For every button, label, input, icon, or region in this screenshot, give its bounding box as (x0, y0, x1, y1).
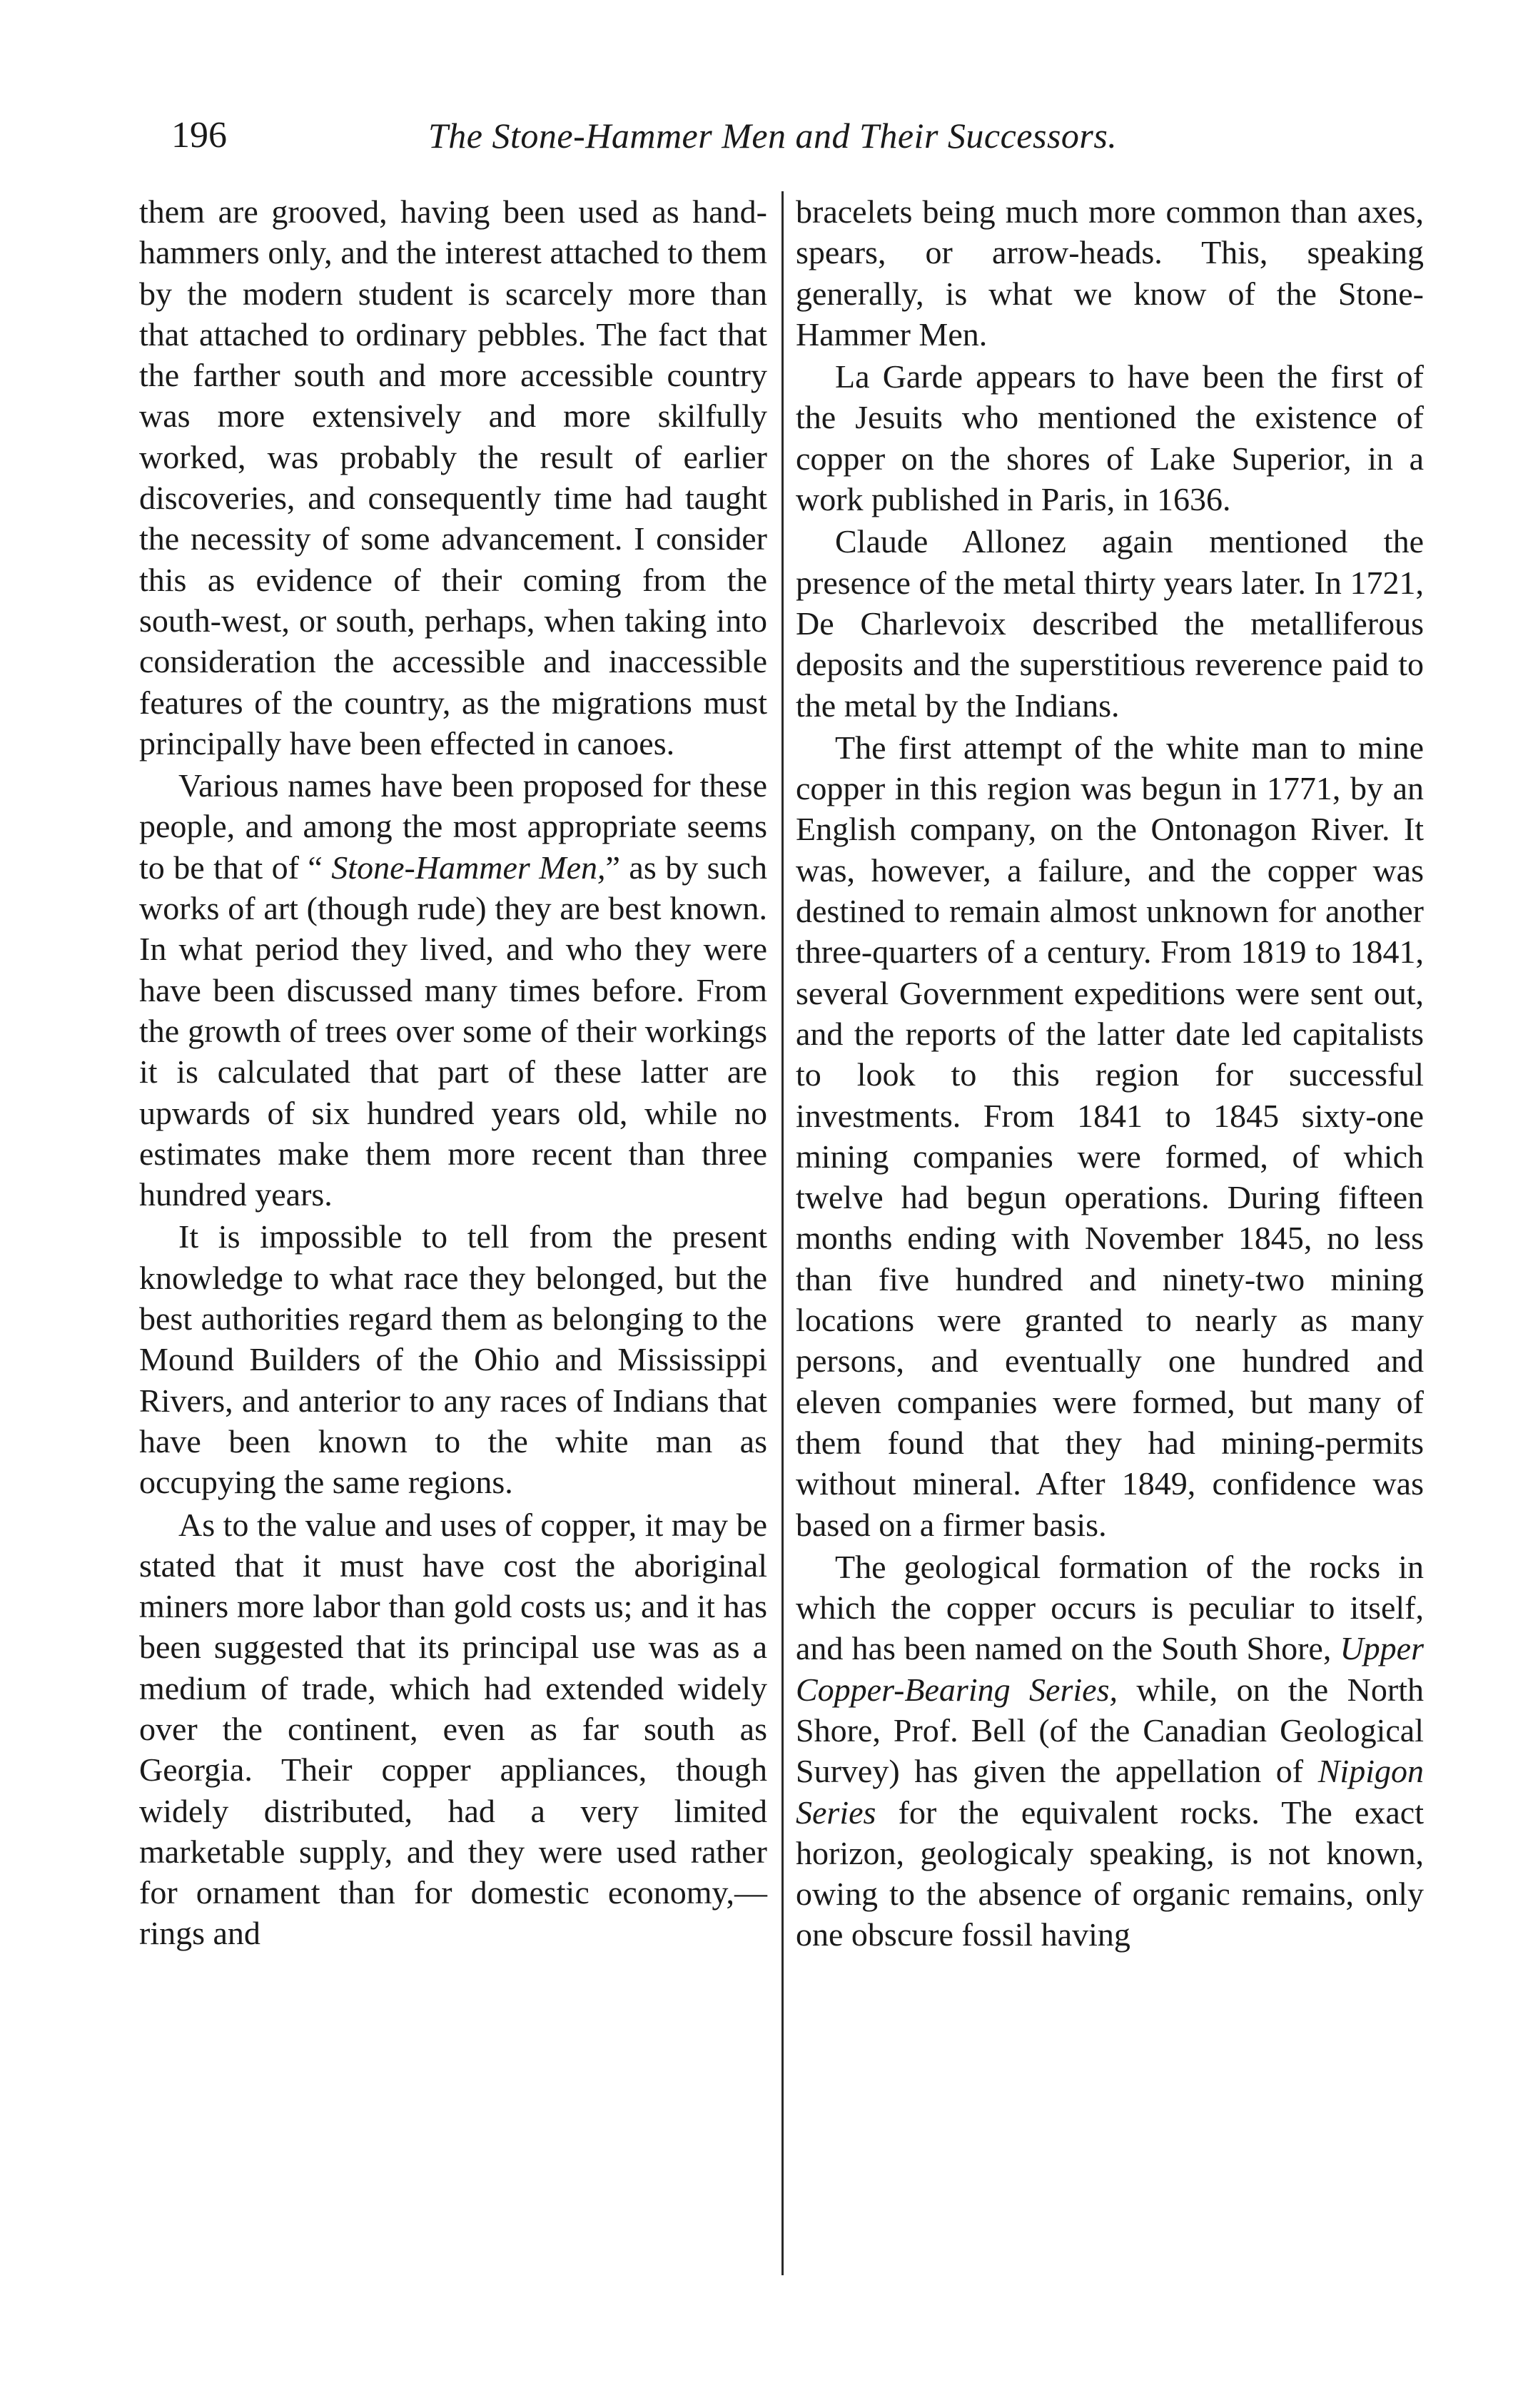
paragraph: The first attempt of the white man to mine copper in this region was begun in 1771, by an English company, on the Ontonagon River. It was, however, a failure, and the copper was destined to remain almost unknown for another three-quarters of a century. From 1819 to 1841, several Government expeditions were sent out, and the reports of the latter date led capitalists to look to this region for successful investments. From 1841 to 1845 sixty-one mining companies were formed, of which twelve had begun operations. During fifteen months ending with November 1845, no less than five hundred and ninety-two mining locations were granted to nearly as many persons, and eventually one hundred and eleven companies were formed, but many of them found that they had mining-permits without mineral. After 1849, confidence was based on a firmer basis. (796, 729, 1424, 1543)
italic-term: Nipigon Series (796, 1753, 1424, 1831)
page-header (0, 107, 1523, 164)
paragraph: Claude Allonez again mentioned the presence of the metal thirty years later. In 1721, De Charlevoix described the metalliferous deposits and the superstitious reverence paid to the metal by the Indians. (796, 523, 1424, 724)
running-title: The Stone-Hammer Men and Their Successors. (428, 116, 1118, 156)
paragraph (796, 1547, 1424, 1956)
paragraph: La Garde appears to have been the first of the Jesuits who mentioned the existence of copper on the shores of Lake Superior, in a work published in Paris, in 1636. (796, 358, 1424, 518)
paragraph (139, 765, 767, 1215)
paragraph-text: The geological formation of the rocks in which the copper occurs is peculiar to itself, and has been named on the South Shore, (796, 1548, 1424, 1667)
italic-term: Upper Copper-Bearing Series, (796, 1630, 1424, 1708)
paragraph: It is impossible to tell from the present knowledge to what race they belonged, but the best authorities regard them as belonging to the Mound Builders of the Ohio and Mississippi Rivers, and anterior to any races of Indians that have been known to the white man as occupying the same regions. (139, 1218, 767, 1501)
paragraph-text: while, on the North Shore, Prof. Bell (of the Canadian Geological Survey) has given the appellation of (796, 1671, 1424, 1790)
paragraph-text: for the equivalent rocks. The exact horizon, geologicaly speaking, is not known, owing to the absence of organic remains, only one obscure fossil having (796, 1794, 1424, 1953)
paragraph-text: Various names have been proposed for these people, and among the most appropriate seems to be that of “ (139, 767, 767, 886)
italic-term: Stone-Hammer Men, (331, 849, 606, 886)
column-divider (781, 191, 784, 2275)
paragraph: bracelets being much more common than axes, spears, or arrow-heads. This, speaking generally, is what we know of the Stone-Hammer Men. (796, 193, 1424, 353)
left-column (139, 191, 767, 1954)
paragraph: As to the value and uses of copper, it may be stated that it must have cost the aboriginal miners more labor than gold costs us; and it has been suggested that its principal use was as a medium of trade, which had extended widely over the continent, even as far south as Georgia. Their copper appliances, though widely distributed, had a very limited marketable supply, and they were used rather for ornament than for domestic economy,—rings and (139, 1506, 767, 1952)
page-number: 196 (171, 115, 227, 156)
paragraph: them are grooved, having been used as hand-hammers only, and the interest attached to them by the modern student is scarcely more than that attached to ordinary pebbles. The fact that the farther south and more accessible country was more extensively and more skilfully worked, was probably the result of earlier discoveries, and consequently time had taught the necessity of some advancement. I consider this as evidence of their coming from the south-west, or south, perhaps, when taking into consideration the accessible and inaccessible features of the country, as the migrations must principally have been effected in canoes. (139, 193, 767, 762)
paragraph-text: ” as by such works of art (though rude) they are best known. In what period they lived, and who they were have been discussed many times before. From the growth of trees over some of their workings it is calculated that part of these latter are upwards of six hundred years old, while no estimates make them more recent than three hundred years. (139, 849, 767, 1213)
right-column (796, 191, 1424, 1956)
